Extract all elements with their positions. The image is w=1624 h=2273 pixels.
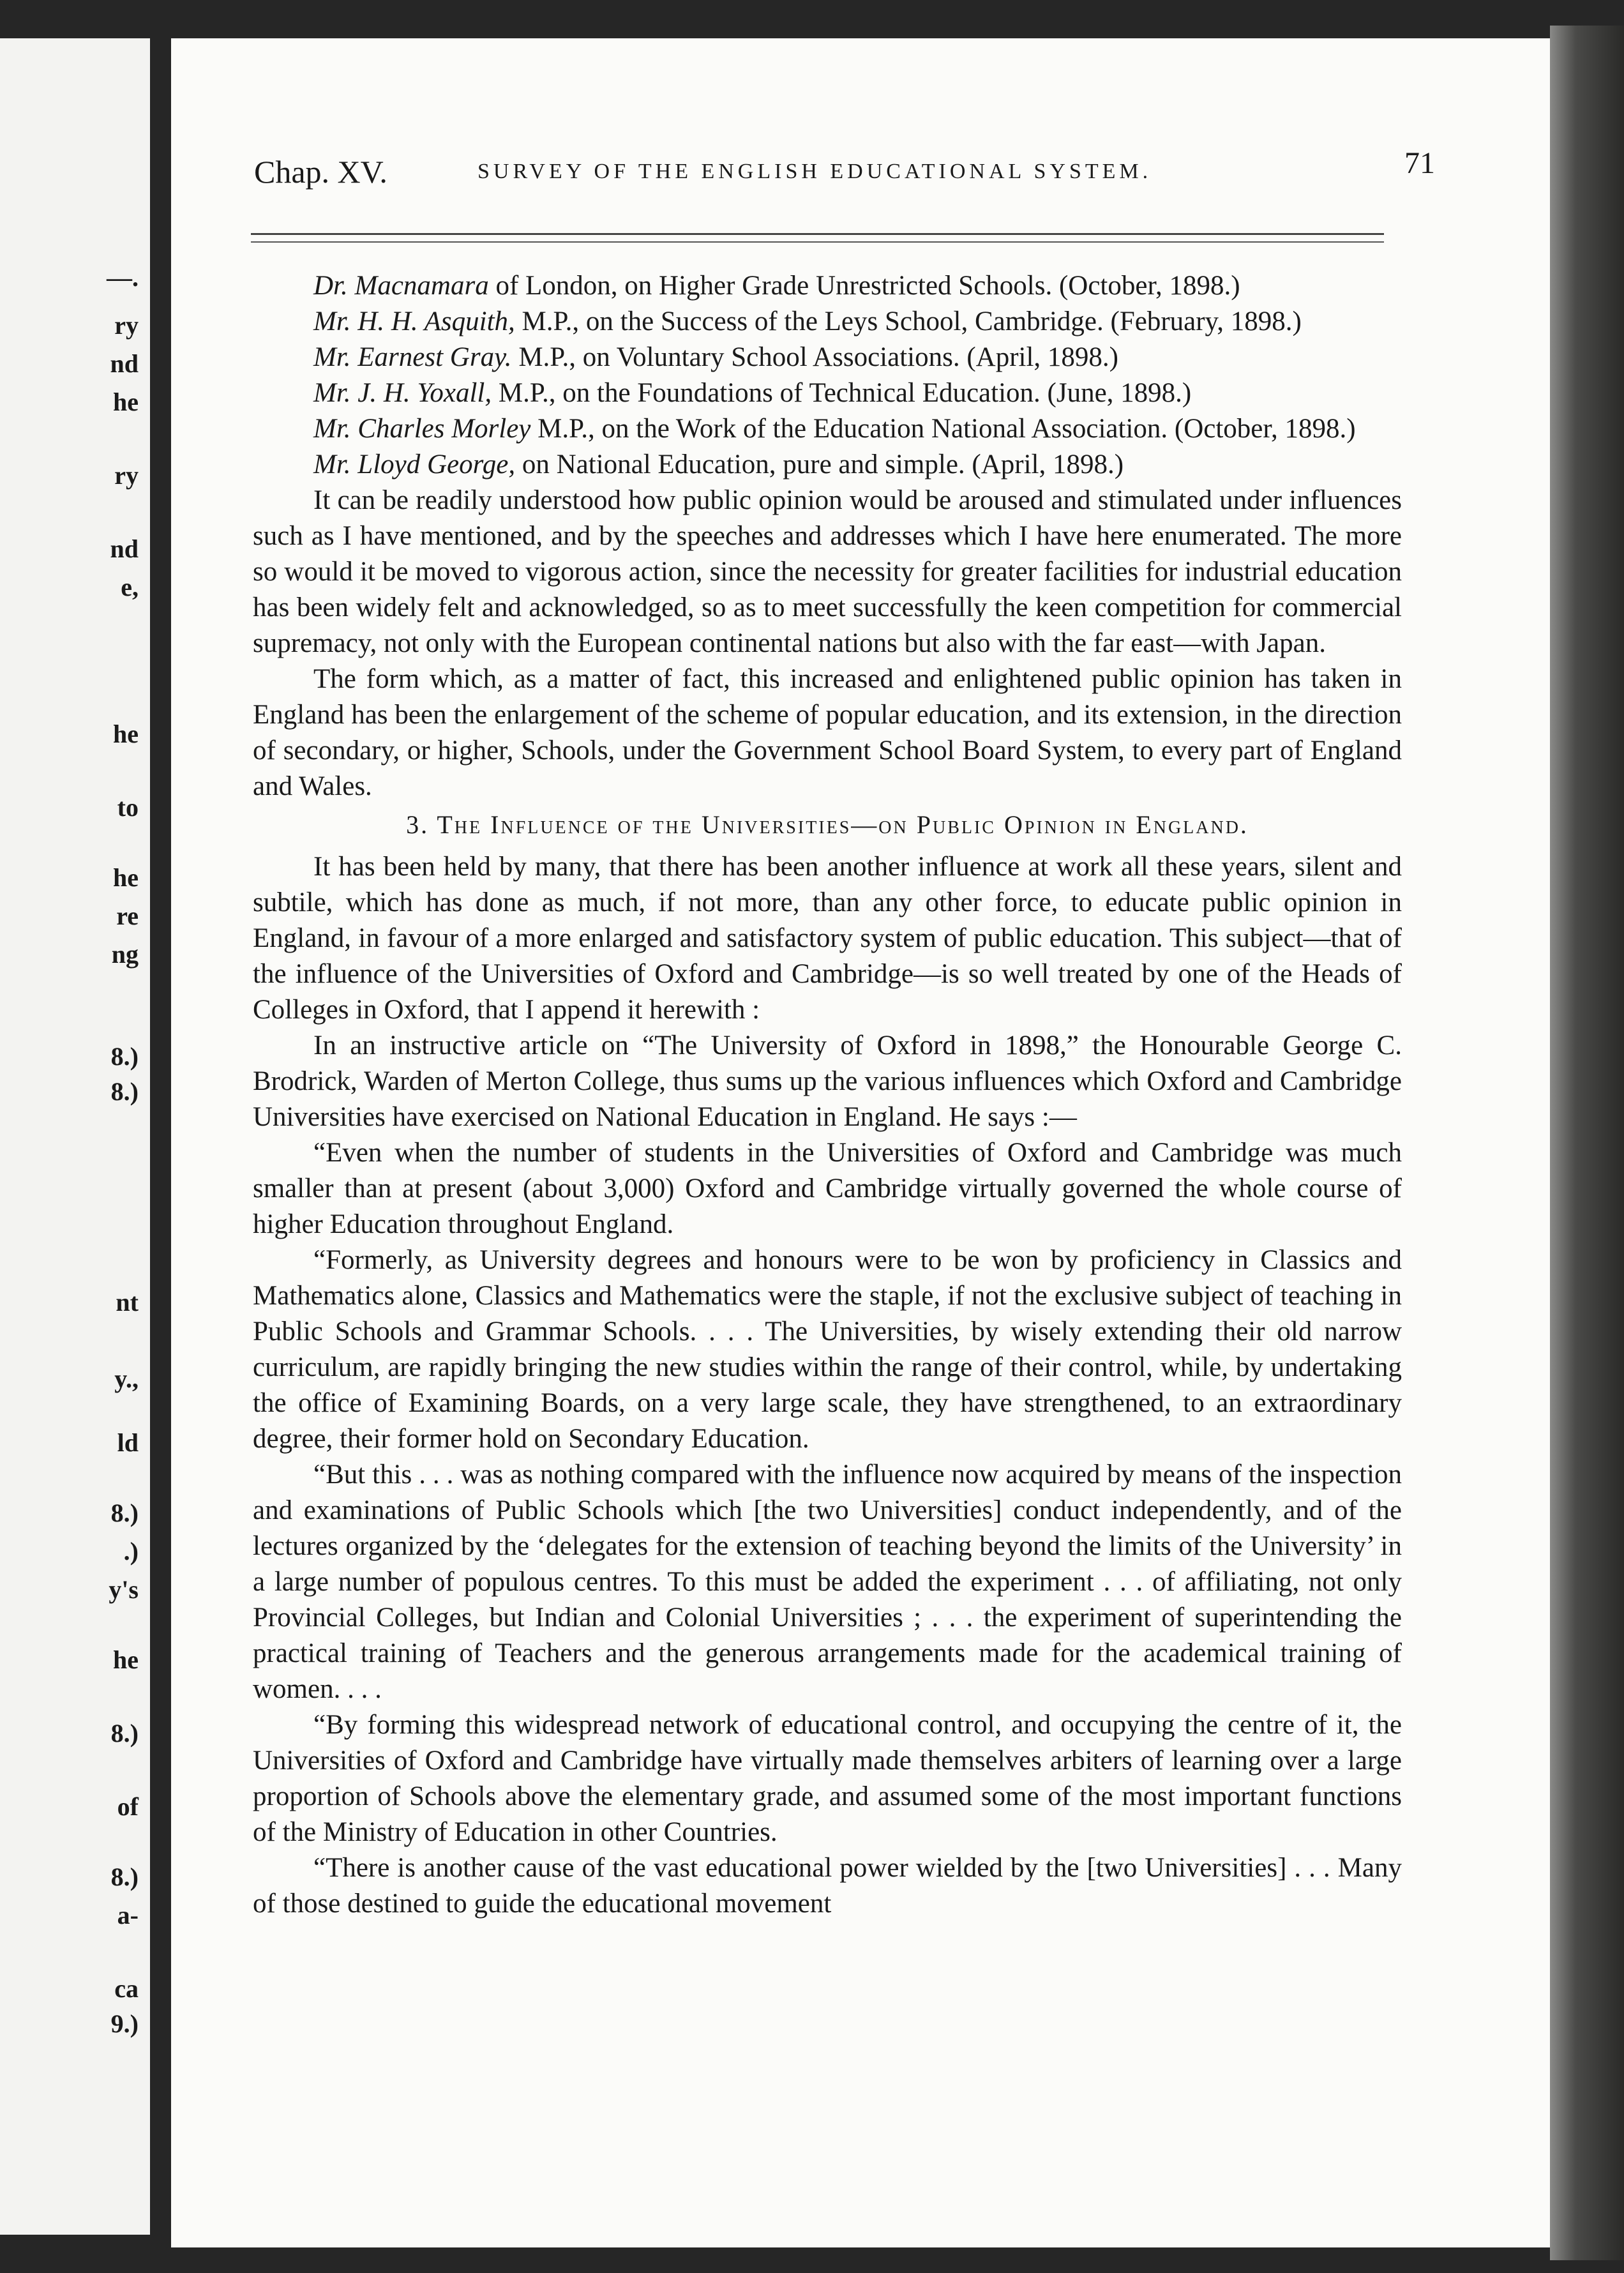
prev-page-text: he [113,388,139,416]
prev-page-text: 8.) [110,1042,139,1071]
lecture-topic: M.P., on the Foundations of Technical Education. (June, 1898.) [492,378,1192,408]
prev-page-text: nd [110,349,139,378]
header-rule [251,233,1384,235]
lecture-topic: M.P., on Voluntary School Associations. (April, 1898.) [511,342,1118,372]
prev-page-text: 8.) [110,1719,139,1748]
prev-page-text: ng [111,940,139,969]
prev-page-text: ld [117,1428,139,1457]
page-number: 71 [1404,146,1435,180]
lecture-topic: M.P., on the Work of the Education National Association. (October, 1898.) [530,414,1356,444]
lecturer-name: Mr. Charles Morley [313,414,531,444]
lecture-entry [253,411,1402,447]
lecture-entry [253,304,1402,340]
prev-page-text: .) [123,1537,139,1566]
prev-page-text: 9.) [110,2009,139,2038]
prev-page-text: 8.) [110,1499,139,1527]
lecturer-name: Dr. Macnamara [313,271,489,301]
prev-page-text: 8.) [110,1077,139,1106]
running-title: SURVEY OF THE ENGLISH EDUCATIONAL SYSTEM. [477,160,1152,183]
prev-page-text: re [116,902,139,930]
paragraph: The form which, as a matter of fact, this increased and enlightened public opinion has taken in England has been the enlargement of the scheme of popular education, and its extension, in the direction of secondary, or higher, Schools, under the Government School Board System, to every part of England and Wales. [253,664,1402,801]
chapter-label: Chap. XV. [254,154,387,190]
prev-page-text: y's [109,1575,139,1604]
page-edge-shadow [1550,26,1624,2260]
quoted-paragraph: “Even when the number of students in the Universities of Oxford and Cambridge was much smaller than at present (about 3,000) Oxford and Cambridge virtually governed the whole course of higher Education throughout England. [253,1138,1402,1239]
quoted-paragraph: “Formerly, as University degrees and honours were to be won by proficiency in Classics and Mathematics alone, Classics and Mathematics were the staple, if not the exclusive subject of teaching in Public Schools and Grammar Schools. . . . The Universities, by wisely extending their old narrow curriculum, are rapidly bringing the new studies within the range of their control, while, by undertaking the office of Examining Boards, on a very large scale, they have strengthened, to an extraordinary degree, their former hold on Secondary Education. [253,1245,1402,1454]
paragraph: In an instructive article on “The University of Oxford in 1898,” the Honourable George C. Brodrick, Warden of Merton College, thus sums up the various influences which Oxford and Cambridge Universities have exercised on National Education in England. He says :— [253,1031,1402,1132]
prev-page-text: he [113,1645,139,1674]
prev-page-text: nd [110,534,139,563]
prev-page-text: ca [114,1974,139,2003]
prev-page-text: y., [114,1364,139,1393]
book-page [171,38,1550,2247]
prev-page-text: he [113,863,139,892]
lecture-entry [253,340,1402,375]
lecture-entry [253,447,1402,483]
lecture-topic: of London, on Higher Grade Unrestricted Schools. (October, 1898.) [488,271,1240,301]
section-heading: 3. The Influence of the Universities—on Public Opinion in England. [406,810,1249,839]
previous-page-fragment [0,38,150,2235]
prev-page-text: —. [107,263,139,292]
prev-page-text: to [117,793,139,822]
prev-page-text: ry [114,461,139,490]
lecturer-name: Mr. Lloyd George, [313,449,516,480]
prev-page-text: ry [114,311,139,340]
prev-page-text: he [113,720,139,748]
body-text [253,268,1402,1922]
prev-page-text: of [117,1792,139,1821]
quoted-paragraph: “But this . . . was as nothing compared with the influence now acquired by means of the inspection and examinations of Public Schools which [the two Universities] conduct independently, and of the lectures organized by the ‘delegates for the extension of teaching beyond the limits of the University’ in a large number of populous centres. To this must be added the experiment . . . of affiliating, not only Provincial Colleges, but Indian and Colonial Universities ; . . . the experiment of superintending the practical training of Teachers and the generous arrangements made for the academical training of women. . . . [253,1460,1402,1704]
lecturer-name: Mr. J. H. Yoxall, [313,378,492,408]
prev-page-text: nt [116,1288,139,1317]
paragraph: It can be readily understood how public opinion would be aroused and stimulated under influences such as I have mentioned, and by the speeches and addresses which I have here enumerated. The more so would it be moved to vigorous action, since the necessity for greater facilities for industrial education has been widely felt and acknowledged, so as to meet successfully the keen competition for commercial supremacy, not only with the European continental nations but also with the far east—with Japan. [253,485,1402,658]
lecture-entry [253,268,1402,304]
lecture-entry [253,375,1402,411]
lecture-topic: M.P., on the Success of the Leys School, Cambridge. (February, 1898.) [515,306,1302,336]
prev-page-text: a- [117,1901,139,1929]
lecture-topic: on National Education, pure and simple. (April, 1898.) [515,449,1124,480]
paragraph: It has been held by many, that there has been another influence at work all these years, silent and subtile, which has done as much, if not more, than any other force, to educate public opinion in England, in favour of a more enlarged and satisfactory system of public education. This subject—that of the influence of the Universities of Oxford and Cambridge—is so well treated by one of the Heads of Colleges in Oxford, that I append it herewith : [253,852,1402,1025]
prev-page-text: e, [121,573,139,601]
running-head [254,146,1435,198]
header-rule [251,241,1384,243]
quoted-paragraph: “There is another cause of the vast educational power wielded by the [two Universities] . . . Many of those destined to guide the educational movement [253,1853,1402,1919]
quoted-paragraph: “By forming this widespread network of educational control, and occupying the centre of it, the Universities of Oxford and Cambridge have virtually made themselves arbiters of learning over a large proportion of Schools above the elementary grade, and assumed some of the most important functions of the Ministry of Education in other Countries. [253,1710,1402,1847]
lecturer-name: Mr. H. H. Asquith, [313,306,515,336]
prev-page-text: 8.) [110,1862,139,1891]
lecturer-name: Mr. Earnest Gray. [313,342,512,372]
